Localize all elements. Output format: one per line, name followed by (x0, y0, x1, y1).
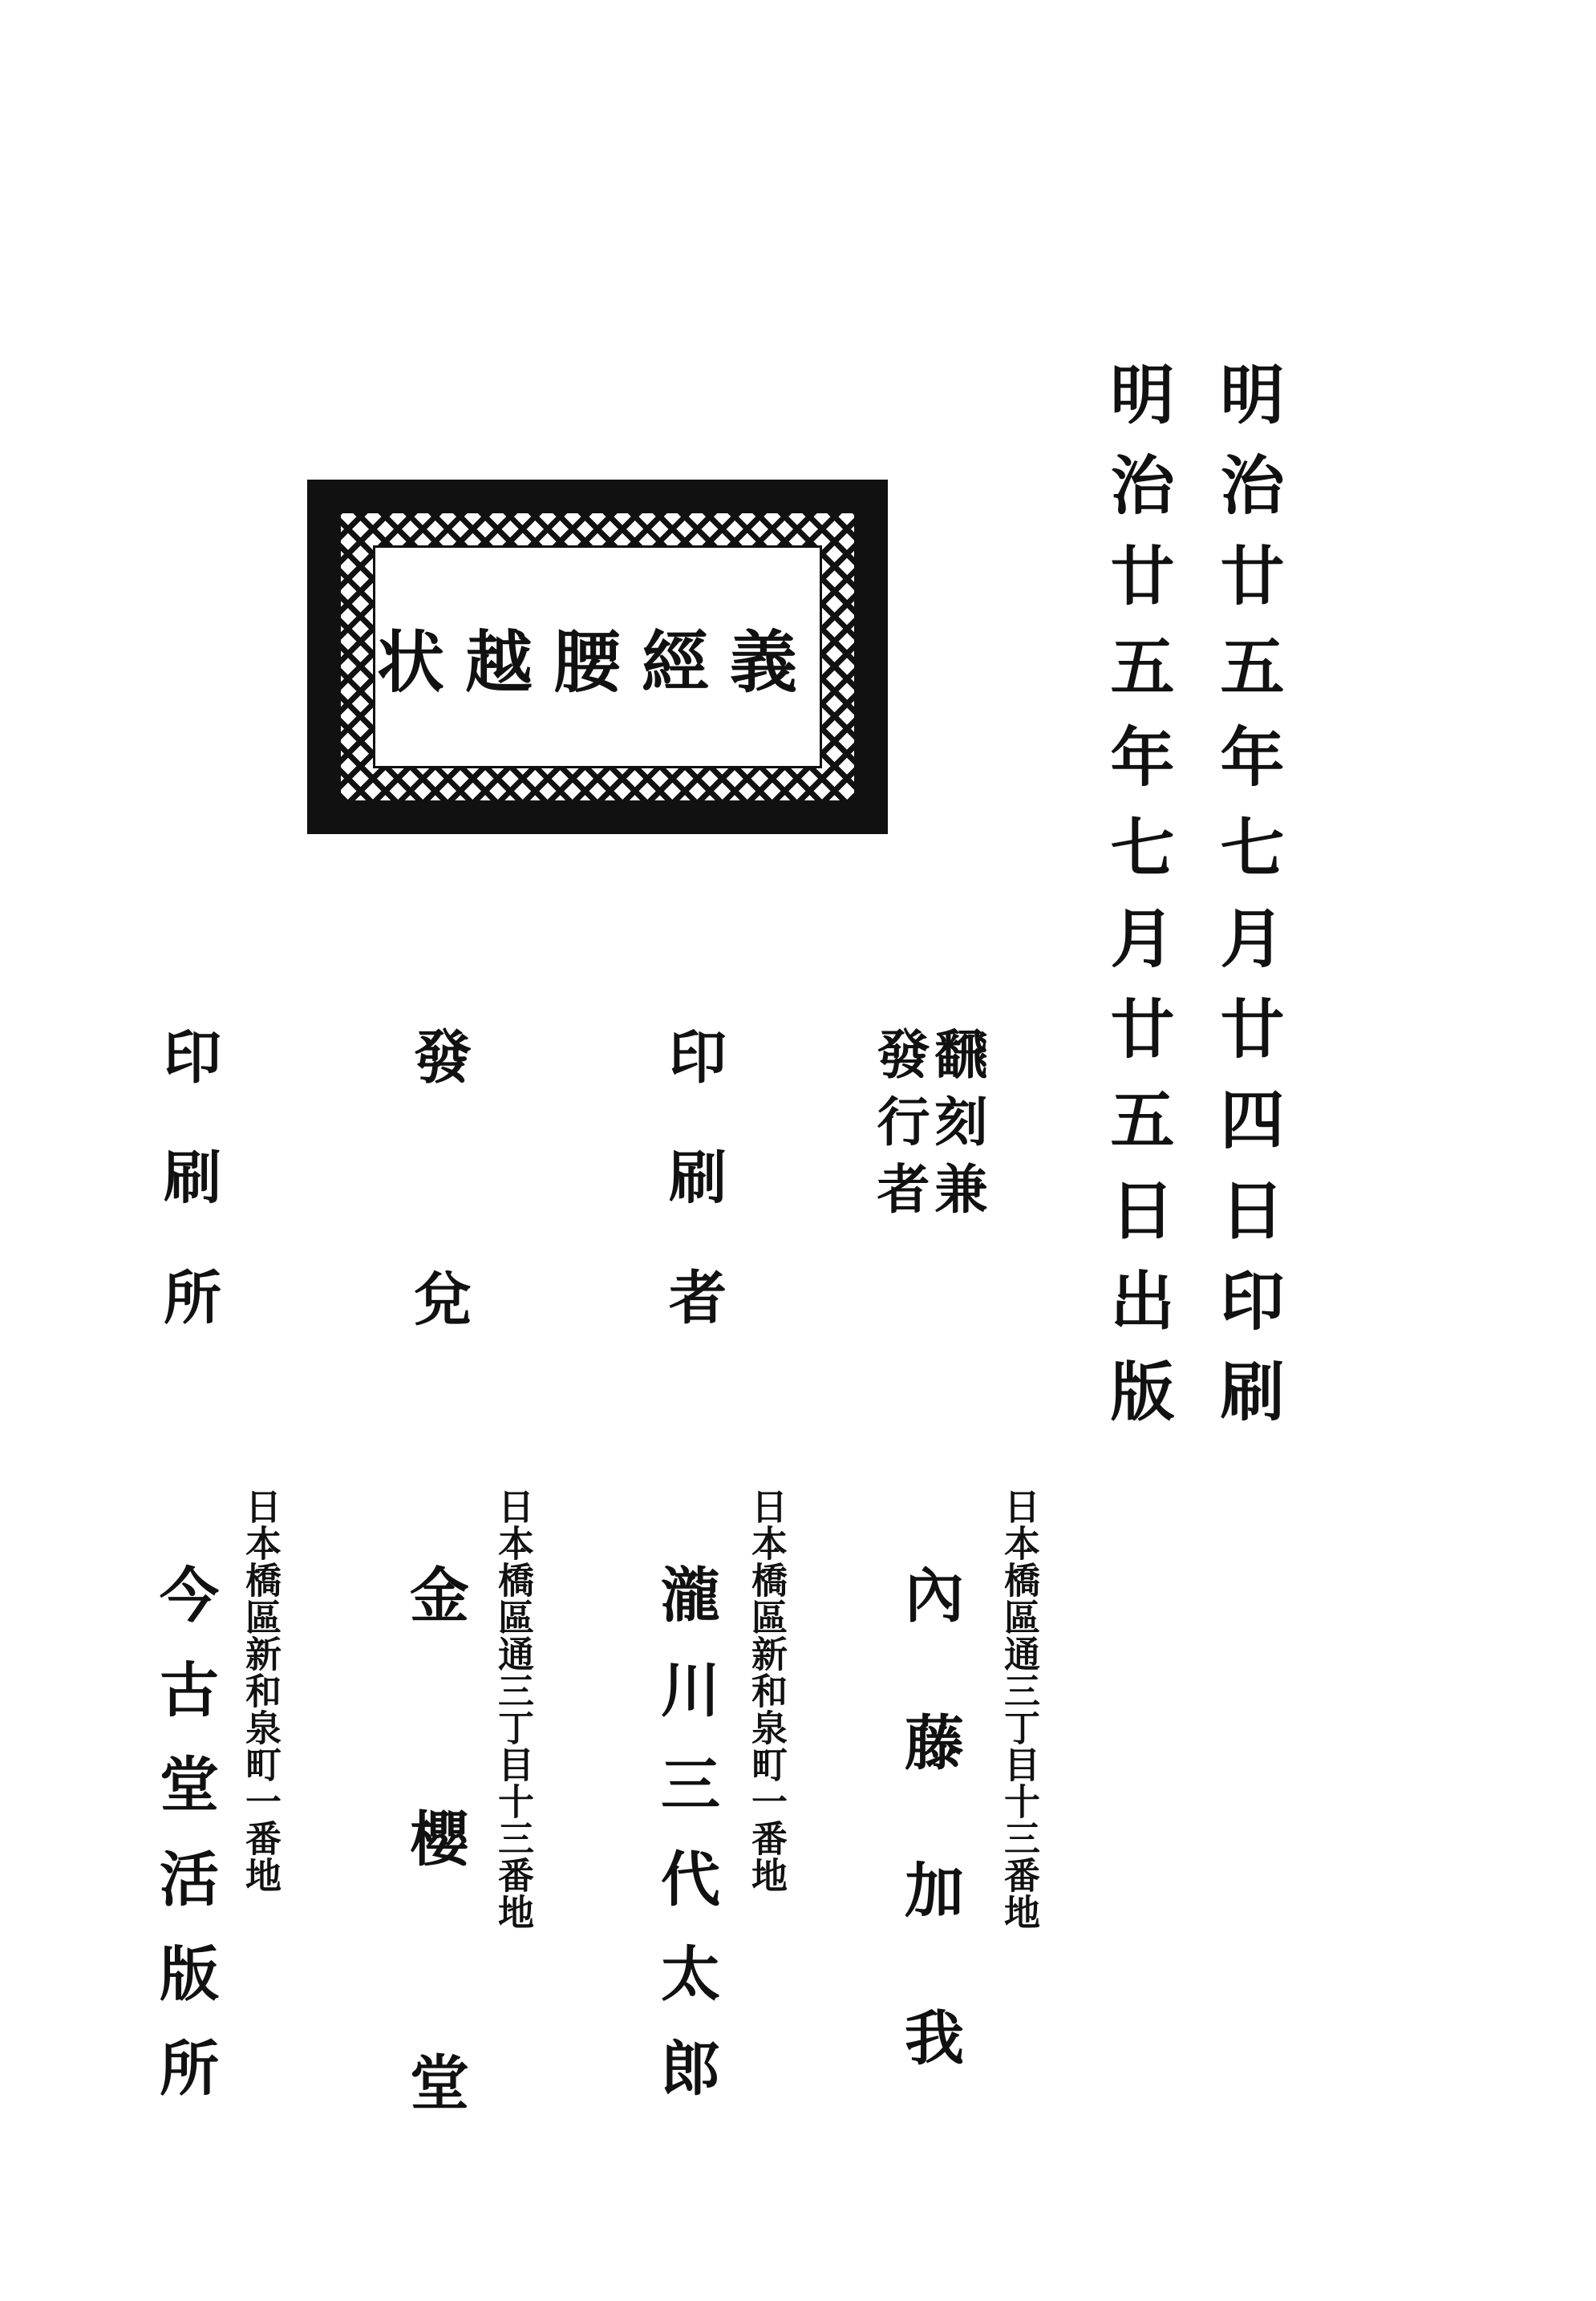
printer-label: 印刷者 (659, 1027, 727, 1387)
distributor-label: 發兌 (404, 1027, 472, 1511)
translator-name: 內藤加我 (895, 1564, 964, 2154)
print-shop-label: 印刷所 (154, 1027, 222, 1387)
print-date: 明治廿五年七月廿四日印刷 (1209, 361, 1285, 1448)
print-shop-name: 今古堂活版所 (150, 1564, 219, 2132)
title-cartouche (307, 480, 888, 834)
distributor-address: 日本橋區通三丁目十三番地 (492, 1488, 534, 1930)
book-title: 義經腰越状 (376, 622, 818, 702)
translator-label-line1: 飜刻兼 (926, 1027, 988, 1229)
title-cartouche-inner (373, 545, 822, 768)
print-shop-address: 日本橋區新和泉町一番地 (239, 1488, 282, 1894)
publish-date: 明治廿五年七月廿五日出版 (1100, 361, 1175, 1448)
translator-address: 日本橋區通三丁目十三番地 (998, 1488, 1040, 1930)
distributor-name: 金櫻堂 (400, 1564, 469, 2295)
translator-label-line2: 發行者 (868, 1027, 930, 1229)
printer-name: 瀧川三代太郎 (651, 1564, 720, 2132)
printer-address: 日本橋區新和泉町一番地 (745, 1488, 788, 1894)
